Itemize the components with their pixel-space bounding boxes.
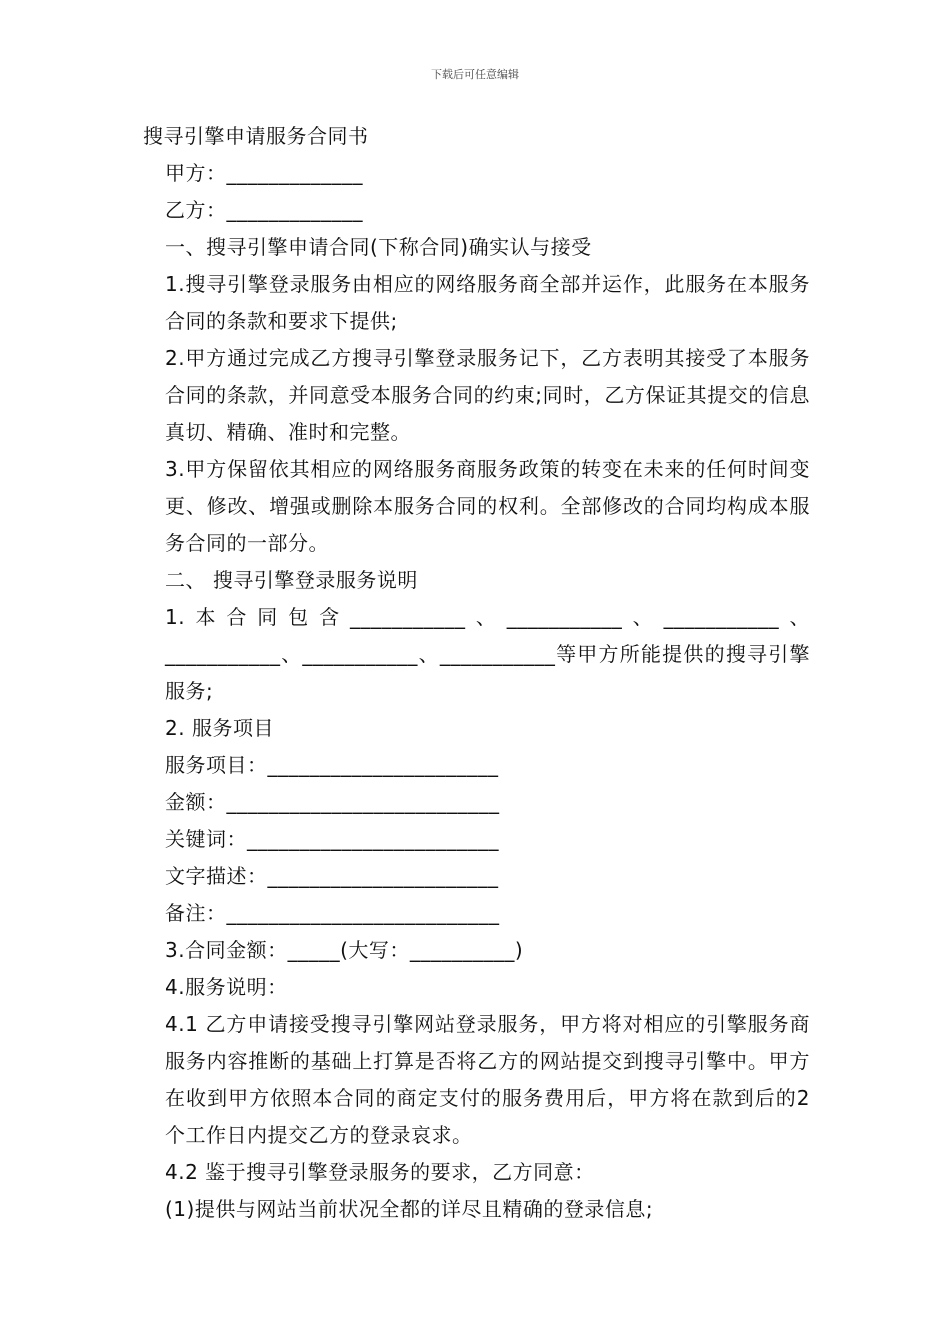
amount-field: 金额：__________________________ — [165, 790, 500, 814]
remarks-field: 备注：__________________________ — [165, 901, 500, 925]
clause-1-3: 3.甲方保留依其相应的网络服务商服务政策的转变在未来的任何时间变更、修改、增强或删除本服务合同的权利。全部修改的合同均构成本服务合同的一部分。 — [165, 457, 810, 555]
contract-amount-field: 3.合同金额：_____(大写：__________) — [165, 938, 524, 962]
section-2-heading: 二、 搜寻引擎登录服务说明 — [165, 568, 418, 592]
clause-1-1: 1.搜寻引擎登录服务由相应的网络服务商全部并运作，此服务在本服务合同的条款和要求下提供; — [165, 272, 810, 333]
party-b-line: 乙方：_____________ — [165, 198, 363, 222]
document-title: 搜寻引擎申请服务合同书 — [143, 124, 369, 148]
keyword-field: 关键词：________________________ — [165, 827, 499, 851]
clause-4-2: 4.2 鉴于搜寻引擎登录服务的要求，乙方同意： — [165, 1160, 595, 1184]
service-item-field: 服务项目：______________________ — [165, 753, 499, 777]
document-body — [143, 118, 810, 1228]
party-a-line: 甲方：_____________ — [165, 161, 363, 185]
clause-1-2: 2.甲方通过完成乙方搜寻引擎登录服务记下，乙方表明其接受了本服务合同的条款，并同意受本服务合同的约束;同时，乙方保证其提交的信息真切、精确、准时和完整。 — [165, 346, 810, 444]
page-header: 下载后可任意编辑 — [431, 68, 519, 81]
section-1-heading: 一、搜寻引擎申请合同(下称合同)确实认与接受 — [165, 235, 592, 259]
clause-2-4-heading: 4.服务说明： — [165, 975, 288, 999]
clause-4-1: 4.1 乙方申请接受搜寻引擎网站登录服务，甲方将对相应的引擎服务商服务内容推断的基础上打算是否将乙方的网站提交到搜寻引擎中。甲方在收到甲方依照本合同的商定支付的服务费用后，甲方将在款到后的2个工作日内提交乙方的登录哀求。 — [165, 1012, 810, 1147]
description-field: 文字描述：______________________ — [165, 864, 499, 888]
clause-4-2-item-1: (1)提供与网站当前状况全都的详尽且精确的登录信息; — [165, 1197, 654, 1221]
clause-2-1: 1.本合同包含___________、___________、___________、___________、___________、___________等甲方所能提供的搜寻引擎服务; — [165, 605, 810, 703]
clause-2-2-heading: 2. 服务项目 — [165, 716, 274, 740]
